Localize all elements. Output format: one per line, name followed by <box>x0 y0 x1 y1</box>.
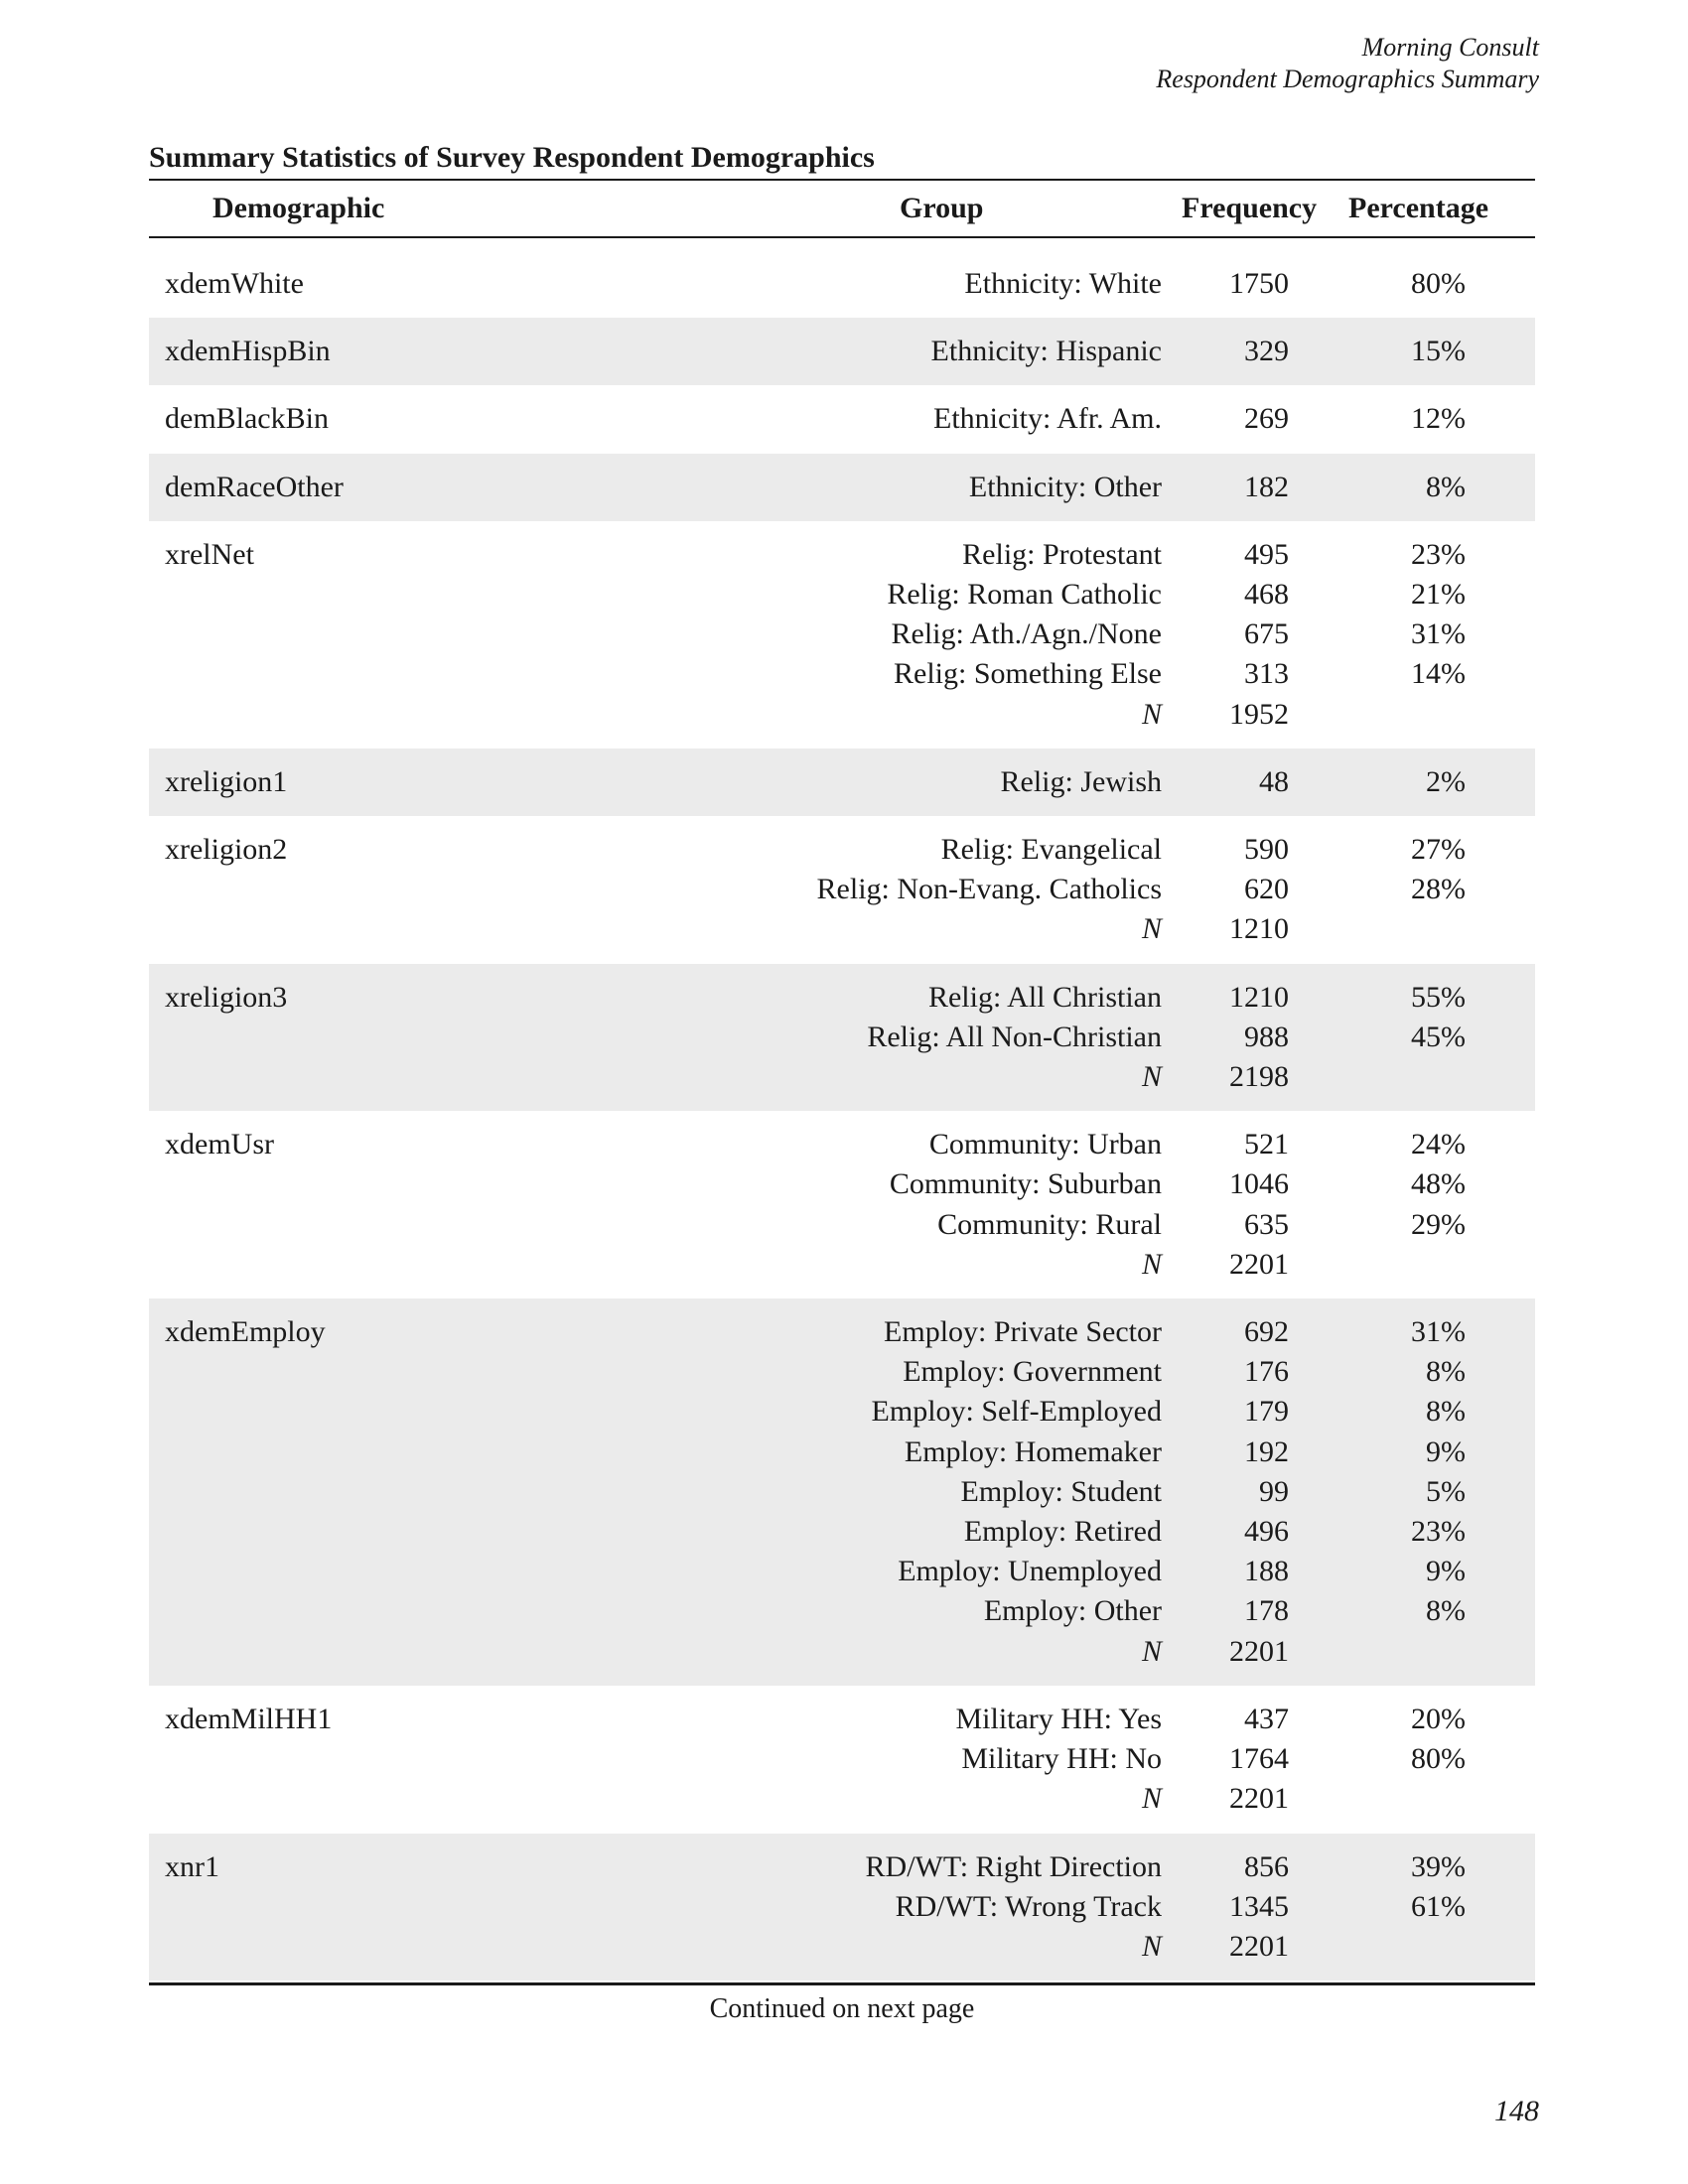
frequency-value: 620 <box>1244 873 1289 906</box>
demographic-cell <box>149 385 645 453</box>
frequency-value: 675 <box>1244 617 1289 651</box>
group-label: Employ: Homemaker <box>904 1434 1162 1468</box>
group-cell <box>645 318 1172 385</box>
percentage-value: 80% <box>1411 1742 1466 1776</box>
group-label: Ethnicity: Other <box>968 470 1162 503</box>
demographics-table <box>149 181 1535 1980</box>
sample-size-label: N <box>1141 1634 1162 1668</box>
table-row <box>149 1111 1535 1298</box>
group-cell <box>645 1686 1172 1834</box>
table-row <box>149 385 1535 453</box>
percentage-value: 61% <box>1411 1889 1466 1923</box>
table-row <box>149 521 1535 749</box>
column-header-demographic: Demographic <box>149 181 645 237</box>
continued-note: Continued on next page <box>709 1993 975 2025</box>
sample-size-value: 2198 <box>1229 1060 1289 1094</box>
group-label: Relig: Evangelical <box>940 833 1162 867</box>
table-row <box>149 318 1535 385</box>
group-label: Relig: Ath./Agn./None <box>891 617 1162 651</box>
sample-size-label: N <box>1141 1247 1162 1281</box>
table-spacer <box>149 237 1535 250</box>
percentage-value: 8% <box>1426 1355 1466 1389</box>
frequency-value: 99 <box>1259 1474 1289 1508</box>
header-publisher: Morning Consult <box>1361 33 1539 62</box>
demographic-name: demRaceOther <box>165 470 344 503</box>
percentage-value: 23% <box>1411 1515 1466 1549</box>
percentage-value: 31% <box>1411 1315 1466 1349</box>
sample-size-value: 2201 <box>1229 1634 1289 1668</box>
group-cell <box>645 385 1172 453</box>
frequency-cell <box>1172 1834 1331 1981</box>
sample-size-label: N <box>1141 912 1162 946</box>
group-cell <box>645 250 1172 318</box>
group-cell <box>645 1298 1172 1686</box>
percentage-cell <box>1331 1298 1535 1686</box>
frequency-value: 179 <box>1244 1395 1289 1429</box>
table-row <box>149 816 1535 964</box>
group-label: Community: Suburban <box>889 1167 1162 1201</box>
frequency-value: 692 <box>1244 1315 1289 1349</box>
frequency-cell <box>1172 521 1331 749</box>
demographic-name: xrelNet <box>165 537 254 571</box>
table-row <box>149 1834 1535 1981</box>
frequency-value: 496 <box>1244 1515 1289 1549</box>
demographic-name: xdemMilHH1 <box>165 1702 333 1735</box>
column-header-frequency: Frequency <box>1172 181 1331 237</box>
group-label: Employ: Student <box>960 1474 1162 1508</box>
group-label: Relig: Non-Evang. Catholics <box>816 873 1162 906</box>
table-header-row <box>149 181 1535 237</box>
demographic-cell <box>149 749 645 816</box>
demographic-cell <box>149 454 645 521</box>
group-cell <box>645 1111 1172 1298</box>
demographic-cell <box>149 521 645 749</box>
sample-size-value: 1952 <box>1229 697 1289 731</box>
percentage-value: 27% <box>1411 833 1466 867</box>
frequency-value: 329 <box>1244 335 1289 368</box>
table-row <box>149 250 1535 318</box>
sample-size-value: 2201 <box>1229 1782 1289 1816</box>
percentage-value: 2% <box>1426 764 1466 798</box>
table-caption: Summary Statistics of Survey Respondent Demographics <box>149 137 1535 181</box>
header-report-title: Respondent Demographics Summary <box>1156 65 1539 93</box>
percentage-value: 5% <box>1426 1474 1466 1508</box>
percentage-value: 48% <box>1411 1167 1466 1201</box>
demographic-cell <box>149 1834 645 1981</box>
group-label: RD/WT: Right Direction <box>865 1849 1162 1883</box>
demographic-name: demBlackBin <box>165 402 329 436</box>
group-label: Relig: All Christian <box>927 980 1162 1014</box>
sample-size-label: N <box>1141 1060 1162 1094</box>
frequency-value: 988 <box>1244 1020 1289 1053</box>
sample-size-value: 2201 <box>1229 1929 1289 1963</box>
frequency-value: 1750 <box>1229 267 1289 300</box>
percentage-value: 9% <box>1426 1434 1466 1468</box>
demographic-cell <box>149 318 645 385</box>
percentage-value: 21% <box>1411 578 1466 612</box>
percentage-cell <box>1331 521 1535 749</box>
frequency-value: 176 <box>1244 1355 1289 1389</box>
table-row <box>149 1298 1535 1686</box>
percentage-value: 20% <box>1411 1702 1466 1735</box>
percentage-value: 12% <box>1411 402 1466 436</box>
frequency-value: 48 <box>1259 764 1289 798</box>
frequency-value: 269 <box>1244 402 1289 436</box>
percentage-cell <box>1331 749 1535 816</box>
percentage-value: 15% <box>1411 335 1466 368</box>
percentage-value <box>1331 695 1466 735</box>
percentage-value <box>1331 909 1466 949</box>
demographic-cell <box>149 964 645 1112</box>
demographic-cell <box>149 1686 645 1834</box>
percentage-value: 14% <box>1411 657 1466 691</box>
percentage-value: 9% <box>1426 1555 1466 1588</box>
demographic-name: xdemEmploy <box>165 1315 326 1349</box>
group-cell <box>645 1834 1172 1981</box>
demographic-name: xnr1 <box>165 1849 219 1883</box>
table-row <box>149 964 1535 1112</box>
group-label: Community: Rural <box>937 1207 1162 1241</box>
percentage-value: 31% <box>1411 617 1466 651</box>
frequency-value: 590 <box>1244 833 1289 867</box>
group-cell <box>645 521 1172 749</box>
percentage-value <box>1331 1057 1466 1097</box>
percentage-value <box>1331 1245 1466 1285</box>
group-label: Relig: All Non-Christian <box>867 1020 1162 1053</box>
group-label: RD/WT: Wrong Track <box>895 1889 1162 1923</box>
demographic-cell <box>149 1111 645 1298</box>
percentage-value: 24% <box>1411 1128 1466 1161</box>
frequency-cell <box>1172 1686 1331 1834</box>
group-cell <box>645 816 1172 964</box>
column-header-percentage: Percentage <box>1331 181 1535 237</box>
percentage-value: 8% <box>1426 1395 1466 1429</box>
frequency-value: 182 <box>1244 470 1289 503</box>
frequency-cell <box>1172 816 1331 964</box>
demographic-name: xreligion3 <box>165 980 288 1014</box>
group-label: Community: Urban <box>928 1128 1162 1161</box>
group-label: Employ: Private Sector <box>884 1315 1162 1349</box>
percentage-value: 28% <box>1411 873 1466 906</box>
percentage-cell <box>1331 816 1535 964</box>
group-label: Employ: Unemployed <box>898 1555 1162 1588</box>
table-row <box>149 749 1535 816</box>
frequency-cell <box>1172 454 1331 521</box>
group-label: Employ: Other <box>983 1594 1162 1628</box>
sample-size-label: N <box>1141 1782 1162 1816</box>
percentage-value <box>1331 1779 1466 1819</box>
frequency-cell <box>1172 318 1331 385</box>
frequency-value: 468 <box>1244 578 1289 612</box>
demographic-cell <box>149 250 645 318</box>
percentage-value: 23% <box>1411 537 1466 571</box>
frequency-value: 495 <box>1244 537 1289 571</box>
frequency-cell <box>1172 250 1331 318</box>
frequency-value: 1345 <box>1229 1889 1289 1923</box>
page-number: 148 <box>1494 2095 1539 2127</box>
group-cell <box>645 964 1172 1112</box>
demographic-name: xdemWhite <box>165 267 304 300</box>
percentage-value: 8% <box>1426 470 1466 503</box>
table-row <box>149 454 1535 521</box>
table-bottom-rule <box>149 1982 1535 1985</box>
percentage-value <box>1331 1927 1466 1967</box>
group-label: Employ: Retired <box>963 1515 1162 1549</box>
group-label: Relig: Something Else <box>894 657 1162 691</box>
percentage-value: 8% <box>1426 1594 1466 1628</box>
frequency-cell <box>1172 1298 1331 1686</box>
demographic-cell <box>149 1298 645 1686</box>
frequency-value: 192 <box>1244 1434 1289 1468</box>
percentage-value: 45% <box>1411 1020 1466 1053</box>
group-label: Employ: Government <box>903 1355 1162 1389</box>
group-cell <box>645 749 1172 816</box>
group-label: Military HH: Yes <box>955 1702 1162 1735</box>
frequency-value: 178 <box>1244 1594 1289 1628</box>
percentage-cell <box>1331 964 1535 1112</box>
demographics-table-section <box>149 137 1535 2025</box>
group-label: Relig: Jewish <box>1000 764 1162 798</box>
frequency-value: 521 <box>1244 1128 1289 1161</box>
column-header-group: Group <box>645 181 1172 237</box>
table-body <box>149 237 1535 1980</box>
sample-size-label: N <box>1141 1929 1162 1963</box>
group-label: Military HH: No <box>961 1742 1162 1776</box>
percentage-cell <box>1331 1834 1535 1981</box>
frequency-value: 313 <box>1244 657 1289 691</box>
percentage-cell <box>1331 454 1535 521</box>
group-label: Relig: Roman Catholic <box>887 578 1162 612</box>
percentage-cell <box>1331 1686 1535 1834</box>
table-row <box>149 1686 1535 1834</box>
group-cell <box>645 454 1172 521</box>
percentage-cell <box>1331 318 1535 385</box>
demographic-name: xdemUsr <box>165 1128 274 1161</box>
percentage-cell <box>1331 385 1535 453</box>
sample-size-label: N <box>1141 697 1162 731</box>
frequency-value: 1210 <box>1229 980 1289 1014</box>
group-label: Employ: Self-Employed <box>871 1395 1162 1429</box>
frequency-cell <box>1172 964 1331 1112</box>
group-label: Ethnicity: White <box>964 267 1162 300</box>
percentage-value: 29% <box>1411 1207 1466 1241</box>
frequency-cell <box>1172 385 1331 453</box>
frequency-value: 1764 <box>1229 1742 1289 1776</box>
percentage-value: 55% <box>1411 980 1466 1014</box>
percentage-cell <box>1331 1111 1535 1298</box>
frequency-value: 188 <box>1244 1555 1289 1588</box>
demographic-name: xdemHispBin <box>165 335 331 368</box>
frequency-value: 1046 <box>1229 1167 1289 1201</box>
demographic-name: xreligion1 <box>165 764 288 798</box>
frequency-cell <box>1172 1111 1331 1298</box>
percentage-cell <box>1331 250 1535 318</box>
group-label: Ethnicity: Afr. Am. <box>933 402 1162 436</box>
sample-size-value: 2201 <box>1229 1247 1289 1281</box>
percentage-value: 80% <box>1411 267 1466 300</box>
group-label: Relig: Protestant <box>962 537 1162 571</box>
frequency-value: 635 <box>1244 1207 1289 1241</box>
frequency-cell <box>1172 749 1331 816</box>
group-label: Ethnicity: Hispanic <box>930 335 1162 368</box>
percentage-value: 39% <box>1411 1849 1466 1883</box>
demographic-name: xreligion2 <box>165 833 288 867</box>
demographic-cell <box>149 816 645 964</box>
frequency-value: 437 <box>1244 1702 1289 1735</box>
frequency-value: 856 <box>1244 1849 1289 1883</box>
sample-size-value: 1210 <box>1229 912 1289 946</box>
running-header <box>1156 32 1539 95</box>
percentage-value <box>1331 1632 1466 1672</box>
